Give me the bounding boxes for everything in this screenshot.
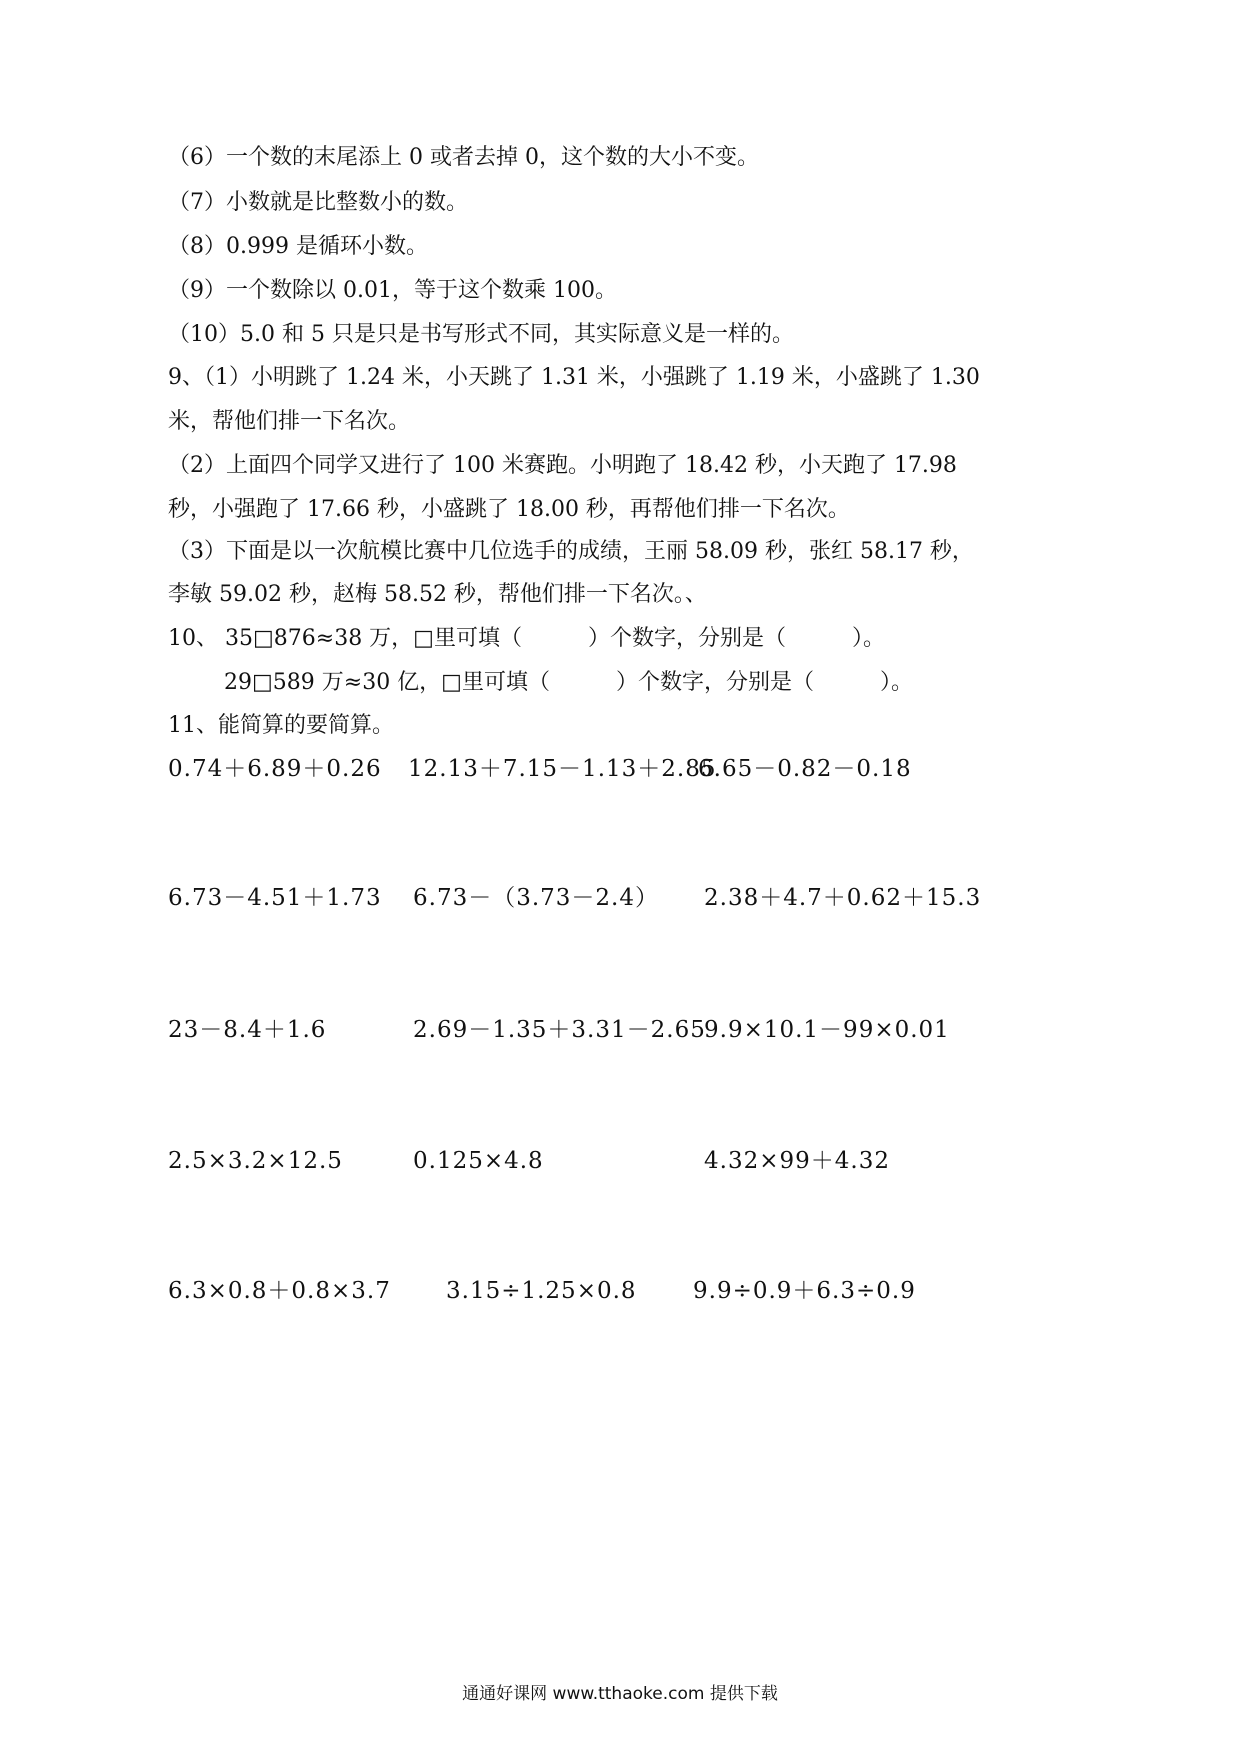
calc-expression: 4.32×99＋4.32 (704, 1148, 890, 1174)
statement-10: （10）5.0 和 5 只是只是书写形式不同，其实际意义是一样的。 (168, 322, 794, 347)
statement-6: （6）一个数的末尾添上 0 或者去掉 0，这个数的大小不变。 (168, 145, 759, 170)
calc-expression: 6.73－（3.73－2.4） (413, 885, 659, 911)
calc-expression: 6.3×0.8＋0.8×3.7 (168, 1278, 391, 1304)
statement-9: （9）一个数除以 0.01，等于这个数乘 100。 (168, 278, 617, 303)
q10-line1: 10、 35□876≈38 万，□里可填（ ）个数字，分别是（ ）。 (168, 626, 885, 651)
calc-expression: 2.5×3.2×12.5 (168, 1148, 343, 1174)
statement-7: （7）小数就是比整数小的数。 (168, 190, 468, 215)
calc-expression: 2.69－1.35＋3.31－2.65 (413, 1017, 706, 1043)
calc-expression: 0.74＋6.89＋0.26 (168, 756, 382, 782)
calc-expression: 9.9×10.1－99×0.01 (704, 1017, 950, 1043)
calc-expression: 9.9÷0.9＋6.3÷0.9 (693, 1278, 916, 1304)
statement-8: （8）0.999 是循环小数。 (168, 234, 428, 259)
calc-expression: 2.38＋4.7＋0.62＋15.3 (704, 885, 982, 911)
q9-part2-line2: 秒，小强跑了 17.66 秒，小盛跳了 18.00 秒，再帮他们排一下名次。 (168, 497, 850, 522)
q10-line2: 29□589 万≈30 亿，□里可填（ ）个数字，分别是（ ）。 (224, 670, 913, 695)
page-footer: 通通好课网 www.tthaoke.com 提供下载 (462, 1684, 778, 1704)
q11-title: 11、能简算的要简算。 (168, 713, 394, 738)
calc-expression: 6.73－4.51＋1.73 (168, 885, 382, 911)
calc-expression: 3.15÷1.25×0.8 (446, 1278, 637, 1304)
q9-part3-line1: （3）下面是以一次航模比赛中几位选手的成绩，王丽 58.09 秒，张红 58.17 秒， (168, 539, 974, 564)
calc-expression: 0.125×4.8 (413, 1148, 544, 1174)
calc-expression: 12.13＋7.15－1.13＋2.85 (408, 756, 717, 782)
q9-part1-line2: 米，帮他们排一下名次。 (168, 409, 411, 434)
q9-part1-line1: 9、（1）小明跳了 1.24 米，小天跳了 1.31 米，小强跳了 1.19 米，小盛跳了 1.30 (168, 365, 980, 390)
q9-part3-line2: 李敏 59.02 秒，赵梅 58.52 秒，帮他们排一下名次。、 (168, 582, 707, 607)
calc-expression: 6.65－0.82－0.18 (698, 756, 912, 782)
q9-part2-line1: （2）上面四个同学又进行了 100 米赛跑。小明跑了 18.42 秒，小天跑了 17.98 (168, 453, 957, 478)
calc-expression: 23－8.4＋1.6 (168, 1017, 327, 1043)
